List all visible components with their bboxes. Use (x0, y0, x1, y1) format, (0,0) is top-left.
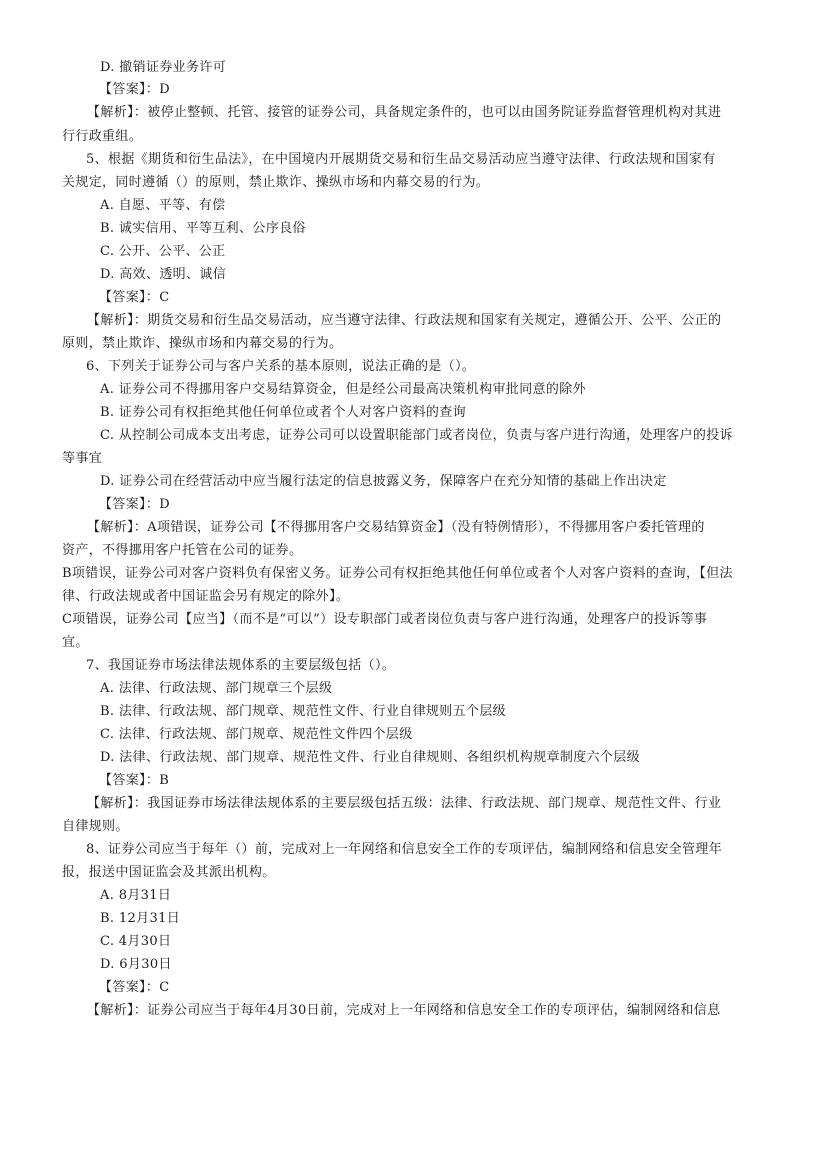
continuation-line: 宜。 (62, 635, 89, 650)
continuation-line: C项错误，证券公司【应当】（而不是“可以”）设专职部门或者岗位负责与客户进行沟通，处理客户的投诉等事 (62, 612, 708, 627)
continuation-line: 报，报送中国证监会及其派出机构。 (62, 865, 276, 880)
option-line: C. 法律、行政法规、部门规章、规范性文件四个层级 (100, 727, 413, 742)
continuation-line: 关规定，同时遵循（）的原则，禁止欺诈、操纵市场和内幕交易的行为。 (62, 175, 490, 190)
analysis-line: 【解析】：我国证券市场法律法规体系的主要层级包括五级：法律、行政法规、部门规章、规范性文件、行业 (87, 796, 722, 811)
answer-line: 【答案】：C (99, 980, 170, 995)
analysis-line: 【解析】：证券公司应当于每年4月30日前，完成对上一年网络和信息安全工作的专项评估，编制网络和信息 (87, 1003, 721, 1018)
question-line: 5、根据《期货和衍生品法》，在中国境内开展期货交易和衍生品交易活动应当遵守法律、行政法规和国家有 (86, 152, 716, 167)
continuation-line: 等事宜 (62, 451, 103, 466)
analysis-line: 【解析】：被停止整顿、托管、接管的证券公司，具备规定条件的，也可以由国务院证券监督管理机构对其进 (87, 105, 722, 120)
continuation-line: 原则，禁止欺诈、操纵市场和内幕交易的行为。 (62, 336, 343, 351)
analysis-line: 【解析】：A项错误，证券公司【不得挪用客户交易结算资金】（没有特例情形），不得挪用客户委托管理的 (87, 520, 705, 535)
option-line: D. 6月30日 (100, 957, 172, 972)
option-line: B. 证券公司有权拒绝其他任何单位或者个人对客户资料的查询 (100, 405, 466, 420)
option-line: B. 诚实信用、平等互利、公序良俗 (100, 221, 306, 236)
continuation-line: 资产，不得挪用客户托管在公司的证券。 (62, 543, 303, 558)
option-line: D. 法律、行政法规、部门规章、规范性文件、行业自律规则、各组织机构规章制度六个层级 (100, 750, 640, 765)
answer-line: 【答案】：D (99, 497, 171, 512)
option-line: B. 12月31日 (100, 911, 181, 926)
analysis-line: 【解析】：期货交易和衍生品交易活动，应当遵守法律、行政法规和国家有关规定，遵循公开、公平、公正的 (87, 313, 722, 328)
option-line: C. 从控制公司成本支出考虑，证券公司可以设置职能部门或者岗位，负责与客户进行沟通，处理客户的投诉 (100, 428, 733, 443)
option-line: D. 高效、透明、诚信 (100, 267, 227, 282)
answer-line: 【答案】：D (99, 82, 171, 97)
option-line: A. 自愿、平等、有偿 (100, 198, 226, 213)
option-line: D. 撤销证券业务许可 (100, 60, 227, 75)
continuation-line: 自律规则。 (62, 819, 129, 834)
option-line: C. 公开、公平、公正 (100, 244, 226, 259)
question-line: 8、证券公司应当于每年（）前，完成对上一年网络和信息安全工作的专项评估，编制网络和信息安全管理年 (86, 842, 723, 857)
continuation-line: B项错误，证券公司对客户资料负有保密义务。证券公司有权拒绝其他任何单位或者个人对客户资料的查询，【但法 (62, 566, 733, 581)
option-line: A. 8月31日 (100, 888, 172, 903)
answer-line: 【答案】：B (99, 773, 170, 788)
option-line: A. 法律、行政法规、部门规章三个层级 (100, 681, 333, 696)
option-line: D. 证券公司在经营活动中应当履行法定的信息披露义务，保障客户在充分知情的基础上作出决定 (100, 474, 667, 489)
continuation-line: 律、行政法规或者中国证监会另有规定的除外】。 (62, 589, 350, 604)
option-line: B. 法律、行政法规、部门规章、规范性文件、行业自律规则五个层级 (100, 704, 507, 719)
answer-line: 【答案】：C (99, 290, 170, 305)
question-line: 7、我国证券市场法律法规体系的主要层级包括（）。 (86, 658, 396, 673)
question-line: 6、下列关于证券公司与客户关系的基本原则，说法正确的是（）。 (86, 359, 476, 374)
option-line: A. 证券公司不得挪用客户交易结算资金，但是经公司最高决策机构审批同意的除外 (100, 382, 586, 397)
continuation-line: 行行政重组。 (62, 129, 143, 144)
option-line: C. 4月30日 (100, 934, 172, 949)
